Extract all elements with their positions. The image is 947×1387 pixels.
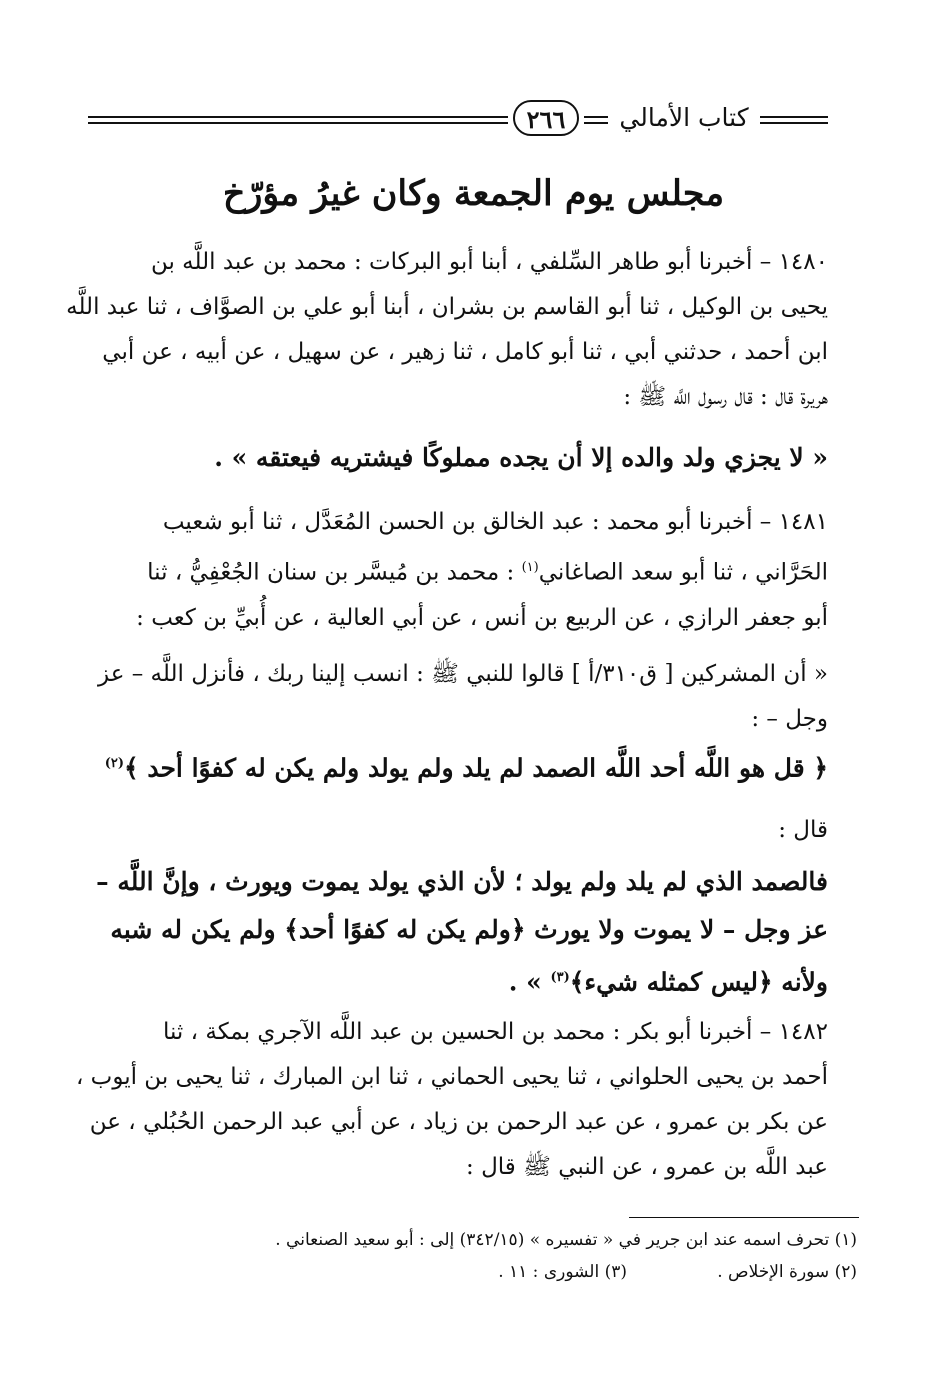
quran-verse — [88, 740, 828, 792]
text-line: عن بكر بن عمرو ، عن عبد الرحمن بن زياد ، عن أبي عبد الرحمن الحُبُلي ، عن — [89, 1109, 828, 1135]
text-line: ١٤٨١ – أخبرنا أبو محمد : عبد الخالق بن الحسن المُعَدَّل ، ثنا أبو شعيب — [162, 509, 828, 535]
text-segment: ولأنه ﴿ليس كمثله شيء﴾ — [569, 967, 828, 997]
footnote-3: (٣) الشورى : ١١ . — [498, 1262, 627, 1282]
hadith-1482-isnad — [75, 1010, 828, 1190]
footnote-marker: (١) — [521, 560, 539, 575]
page-header — [88, 96, 828, 144]
footnote-row — [117, 1256, 857, 1288]
text-line — [88, 545, 828, 596]
qala: قال : — [778, 817, 828, 843]
majlis-title: مجلس يوم الجمعة وكان غيرُ مؤرّخ — [222, 173, 725, 214]
text-segment: » . — [508, 967, 551, 997]
text-segment: الحَرَّاني ، ثنا أبو سعد الصاغاني — [538, 559, 828, 586]
text-line: يحيى بن الوكيل ، ثنا أبو القاسم بن بشران ، أبنا أبو علي بن الصوَّاف ، ثنا عبد اللَّه — [66, 294, 828, 320]
footnote-marker: (٣) — [550, 970, 570, 985]
text-line: ١٤٨٠ – أخبرنا أبو طاهر السِّلفي ، أبنا أبو البركات : محمد بن عبد اللَّه بن — [150, 249, 828, 275]
text-line: هريرة قال : قال رسول اللَّه ﷺ : — [623, 384, 828, 410]
verse-text: ﴿ قل هو اللَّه أحد اللَّه الصمد لم يلد ولم يولد ولم يكن له كفوًا أحد ﴾ — [124, 753, 828, 783]
hadith-1481-isnad — [88, 500, 828, 641]
footnote-1: (١) تحرف اسمه عند ابن جرير في « تفسيره » (٣٤٢/١٥) إلى : أبو سعيد الصنعاني . — [275, 1230, 857, 1250]
footnote-separator — [629, 1217, 859, 1218]
text-line: وجل – : — [751, 706, 828, 732]
text-line — [88, 954, 828, 1006]
text-line: أحمد بن يحيى الحلواني ، ثنا يحيى الحماني ، ثنا ابن المبارك ، ثنا يحيى بن أيوب ، — [75, 1064, 828, 1090]
text-line: فالصمد الذي لم يلد ولم يولد ؛ لأن الذي يولد يموت ويورث ، وإنَّ اللَّه – — [96, 867, 828, 896]
text-line: ١٤٨٢ – أخبرنا أبو بكر : محمد بن الحسين بن عبد اللَّه الآجري بمكة ، ثنا — [162, 1019, 828, 1045]
text-line: عز وجل – لا يموت ولا يورث ﴿ولم يكن له كفوًا أحد﴾ ولم يكن له شبه — [110, 915, 828, 944]
header-rule-middle — [584, 116, 608, 124]
footnote-marker: (٢) — [104, 756, 124, 771]
hadith-1481-narration — [88, 652, 828, 742]
hadith-1481-explanation — [88, 858, 828, 1006]
text-segment: : محمد بن مُيسَّر بن سنان الجُعْفِيُّ ، ثنا — [147, 559, 522, 586]
hadith-1480-isnad — [66, 240, 828, 420]
footnote-2: (٢) سورة الإخلاص . — [717, 1262, 857, 1282]
text-line: أبو جعفر الرازي ، عن الربيع بن أنس ، عن أبي العالية ، عن أُبيِّ بن كعب : — [136, 604, 828, 631]
text-line: « أن المشركين [ ق٣١٠/أ ] قالوا للنبي ﷺ : انسب إلينا ربك ، فأنزل اللَّه – عز — [98, 661, 828, 687]
text-line: ابن أحمد ، حدثني أبي ، ثنا أبو كامل ، ثنا زهير ، عن سهيل ، عن أبيه ، عن أبي — [102, 339, 828, 365]
verse-line — [88, 740, 828, 792]
header-rule-right — [760, 116, 828, 124]
book-title: كتاب الأمالي — [619, 103, 749, 132]
hadith-1480-matn: « لا يجزي ولد والده إلا أن يجده مملوكًا فيشتريه فيعتقه » . — [214, 443, 828, 472]
footnotes — [117, 1224, 857, 1288]
text-line: عبد اللَّه بن عمرو ، عن النبي ﷺ قال : — [466, 1154, 828, 1180]
header-rule-left — [88, 116, 508, 124]
page-number: ٢٦٦ — [513, 100, 579, 136]
